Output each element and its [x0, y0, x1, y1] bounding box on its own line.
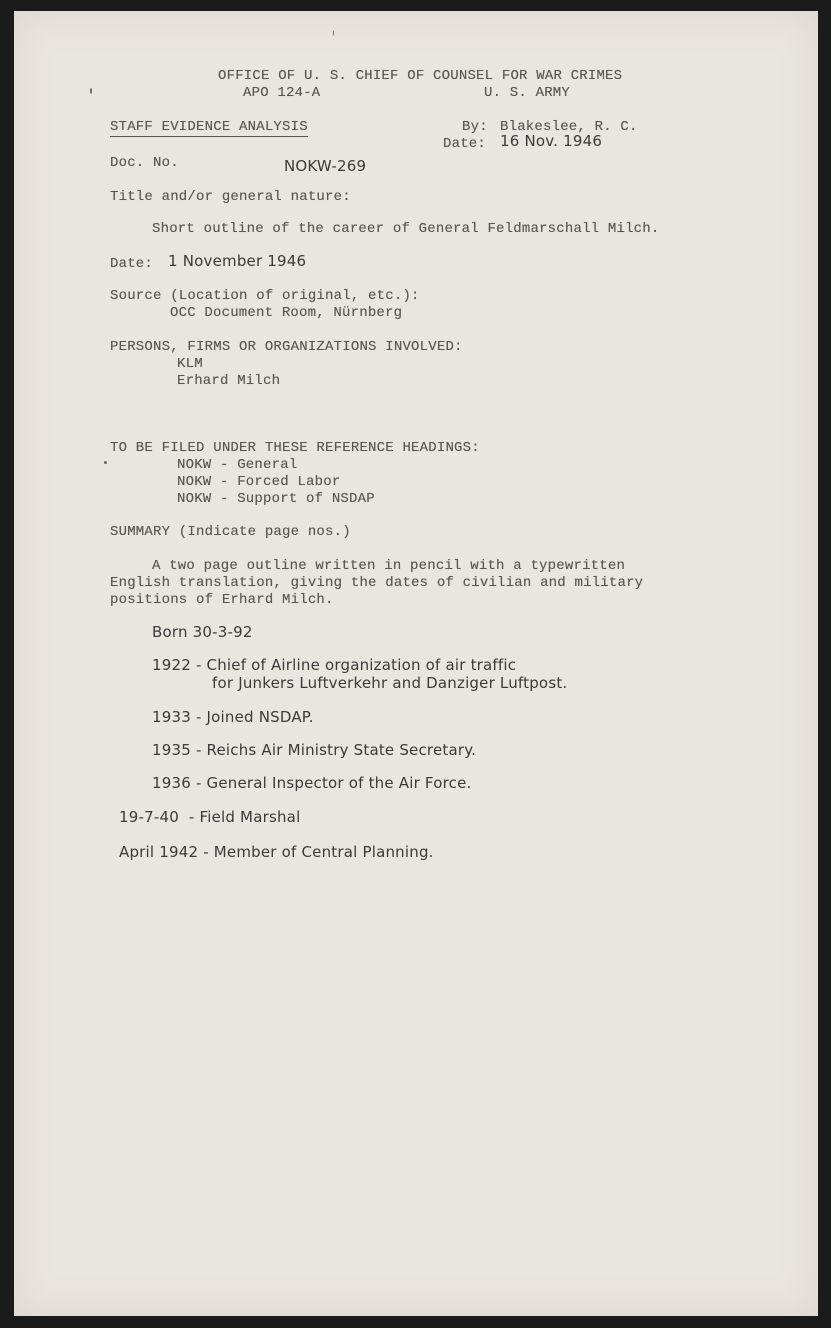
paper-speck	[90, 88, 92, 94]
timeline-entry-1935: 1935 - Reichs Air Ministry State Secretary.	[152, 741, 477, 759]
timeline-entry-1936: 1936 - General Inspector of the Air Force.	[152, 774, 472, 792]
timeline-entry-1942: April 1942 - Member of Central Planning.	[119, 843, 434, 861]
paper-speck	[104, 461, 107, 464]
analyst-name: Blakeslee, R. C.	[500, 119, 638, 135]
title-text: Short outline of the career of General Feldmarschall Milch.	[152, 221, 660, 237]
by-label: By:	[462, 119, 488, 135]
summary-line: English translation, giving the dates of civilian and military	[110, 575, 644, 591]
office-heading: OFFICE OF U. S. CHIEF OF COUNSEL FOR WAR CRIMES	[218, 68, 623, 84]
analysis-title: STAFF EVIDENCE ANALYSIS	[110, 119, 308, 135]
document-date-label: Date:	[110, 256, 154, 272]
doc-number-label: Doc. No.	[110, 155, 179, 171]
title-label: Title and/or general nature:	[110, 189, 351, 205]
summary-line: positions of Erhard Milch.	[110, 592, 334, 608]
army-line: U. S. ARMY	[484, 85, 571, 101]
timeline-entry-1933: 1933 - Joined NSDAP.	[152, 708, 314, 726]
reference-heading-item: NOKW - General	[177, 457, 298, 473]
analysis-date-label: Date:	[443, 136, 487, 152]
reference-heading-item: NOKW - Forced Labor	[177, 474, 341, 490]
birth-date: Born 30-3-92	[152, 623, 253, 641]
analysis-date: 16 Nov. 1946	[500, 132, 603, 150]
summary-label: SUMMARY (Indicate page nos.)	[110, 524, 351, 540]
paper-speck	[333, 30, 334, 36]
person-item: KLM	[177, 356, 203, 372]
persons-label: PERSONS, FIRMS OR ORGANIZATIONS INVOLVED:	[110, 339, 463, 355]
summary-line: A two page outline written in pencil with a typewritten	[152, 558, 626, 574]
source-label: Source (Location of original, etc.):	[110, 288, 420, 304]
doc-number: NOKW-269	[284, 157, 367, 175]
apo-line: APO 124-A	[243, 85, 321, 101]
timeline-entry-1922-continued: for Junkers Luftverkehr and Danziger Luftpost.	[212, 674, 568, 692]
person-item: Erhard Milch	[177, 373, 281, 389]
reference-heading-item: NOKW - Support of NSDAP	[177, 491, 375, 507]
timeline-entry-1940: 19-7-40 - Field Marshal	[119, 808, 301, 826]
reference-headings-label: TO BE FILED UNDER THESE REFERENCE HEADINGS:	[110, 440, 480, 456]
source-value: OCC Document Room, Nürnberg	[170, 305, 403, 321]
timeline-entry-1922: 1922 - Chief of Airline organization of air traffic	[152, 656, 517, 674]
document-date: 1 November 1946	[168, 252, 307, 270]
